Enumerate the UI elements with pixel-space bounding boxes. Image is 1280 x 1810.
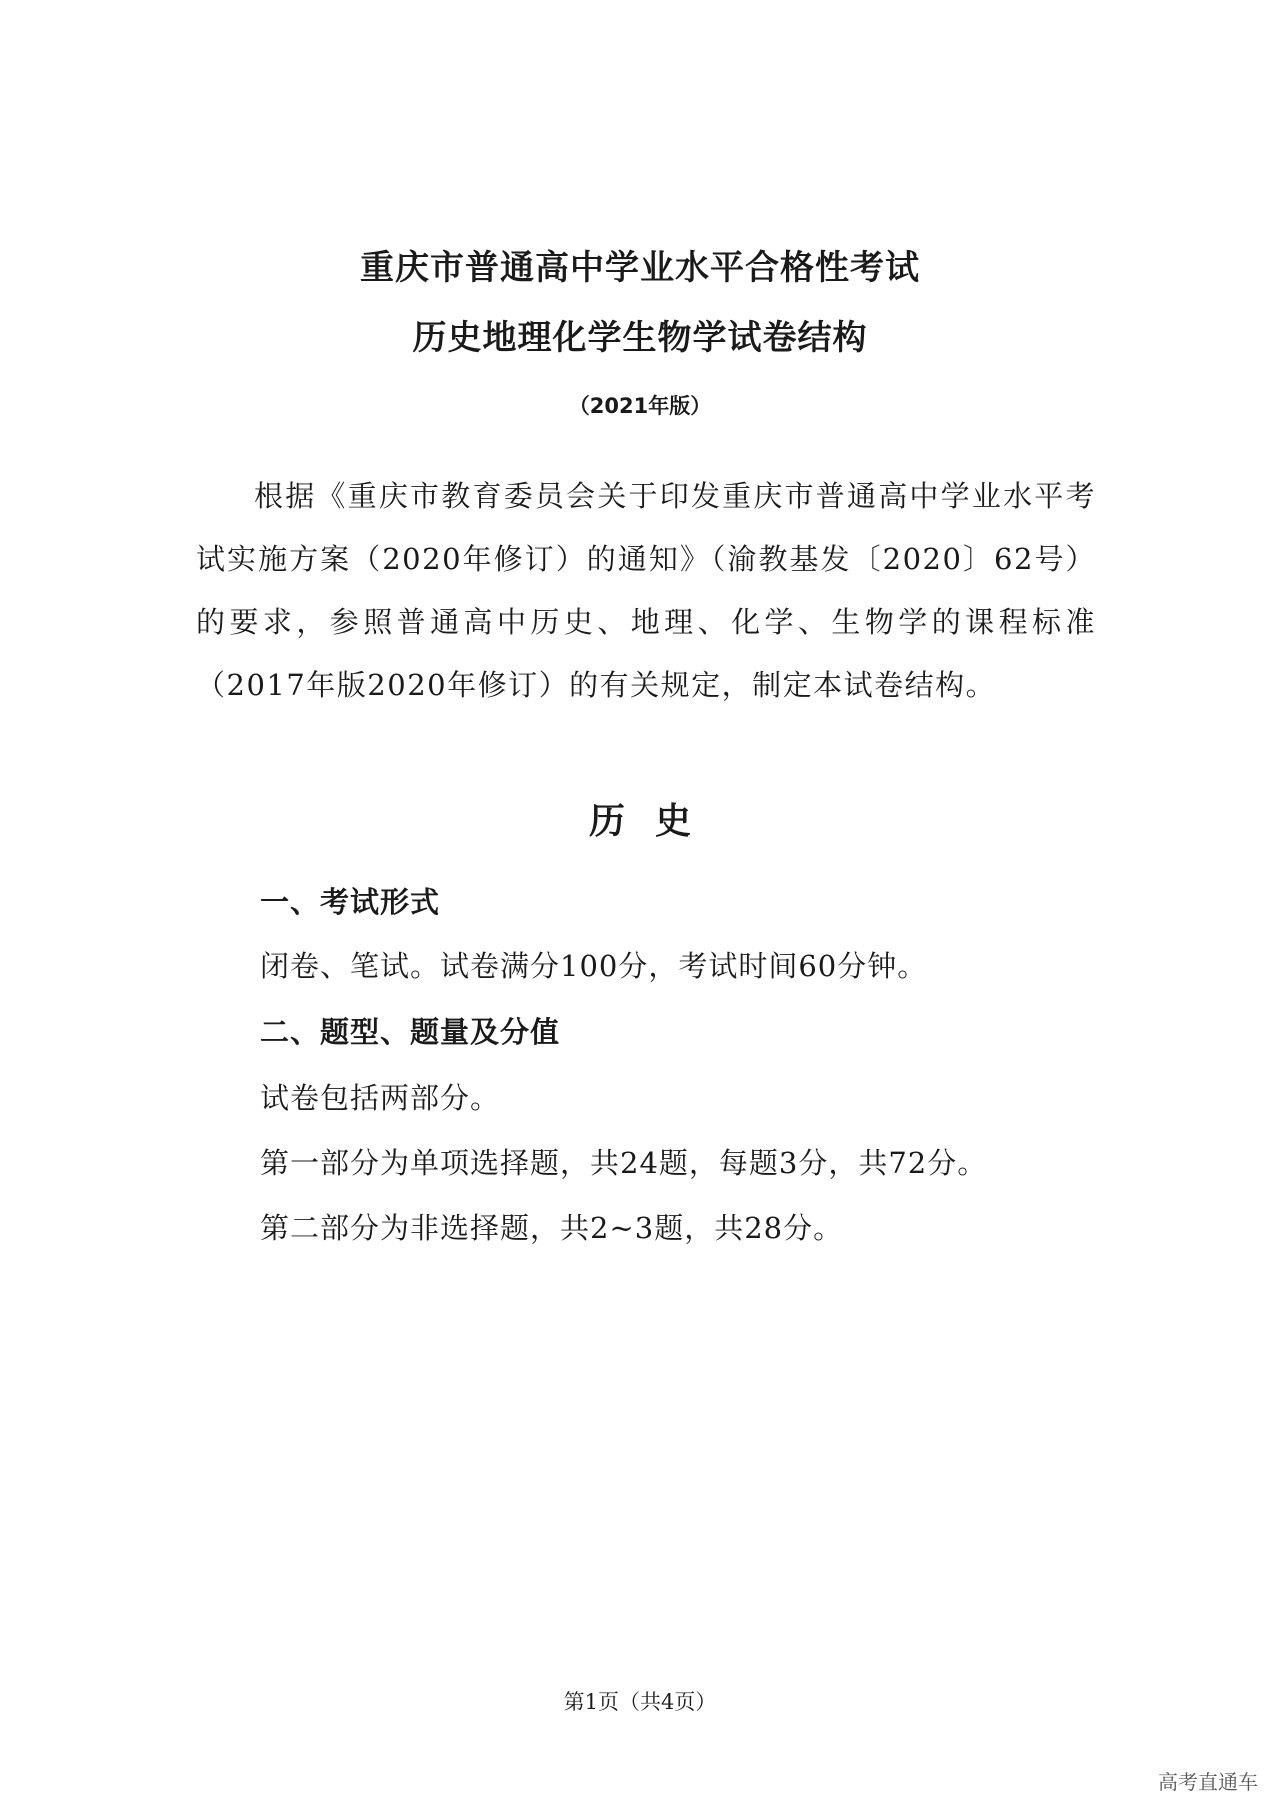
section2-line: 第一部分为单项选择题，共24题，每题3分，共72分。 xyxy=(260,1146,988,1180)
section1-text: 闭卷、笔试。试卷满分100分，考试时间60分钟。 xyxy=(260,949,928,983)
section2-line: 试卷包括两部分。 xyxy=(260,1081,501,1115)
page-number: 第1页（共4页） xyxy=(563,1690,717,1714)
document-title-line2: 历史地理化学生物学试卷结构 xyxy=(412,318,868,358)
section1-heading: 一、考试形式 xyxy=(260,885,441,919)
section2-heading: 二、题型、题量及分值 xyxy=(260,1015,561,1049)
intro-paragraph: 根据《重庆市教育委员会关于印发重庆市普通高中学业水平考试实施方案（2020年修订）的通知》（渝教基发〔2020〕62号）的要求，参照普通高中历史、地理、化学、生物学的课程标准（2017年版2020年修订）的有关规定，制定本试卷结构。 xyxy=(196,479,1096,702)
edition-label: （2021年版） xyxy=(568,394,712,418)
subject-title-history: 历史 xyxy=(588,801,721,842)
watermark-text: 高考直通车 xyxy=(1158,1770,1258,1794)
section2-line: 第二部分为非选择题，共2~3题，共28分。 xyxy=(260,1211,844,1245)
document-title-line1: 重庆市普通高中学业水平合格性考试 xyxy=(360,248,920,288)
